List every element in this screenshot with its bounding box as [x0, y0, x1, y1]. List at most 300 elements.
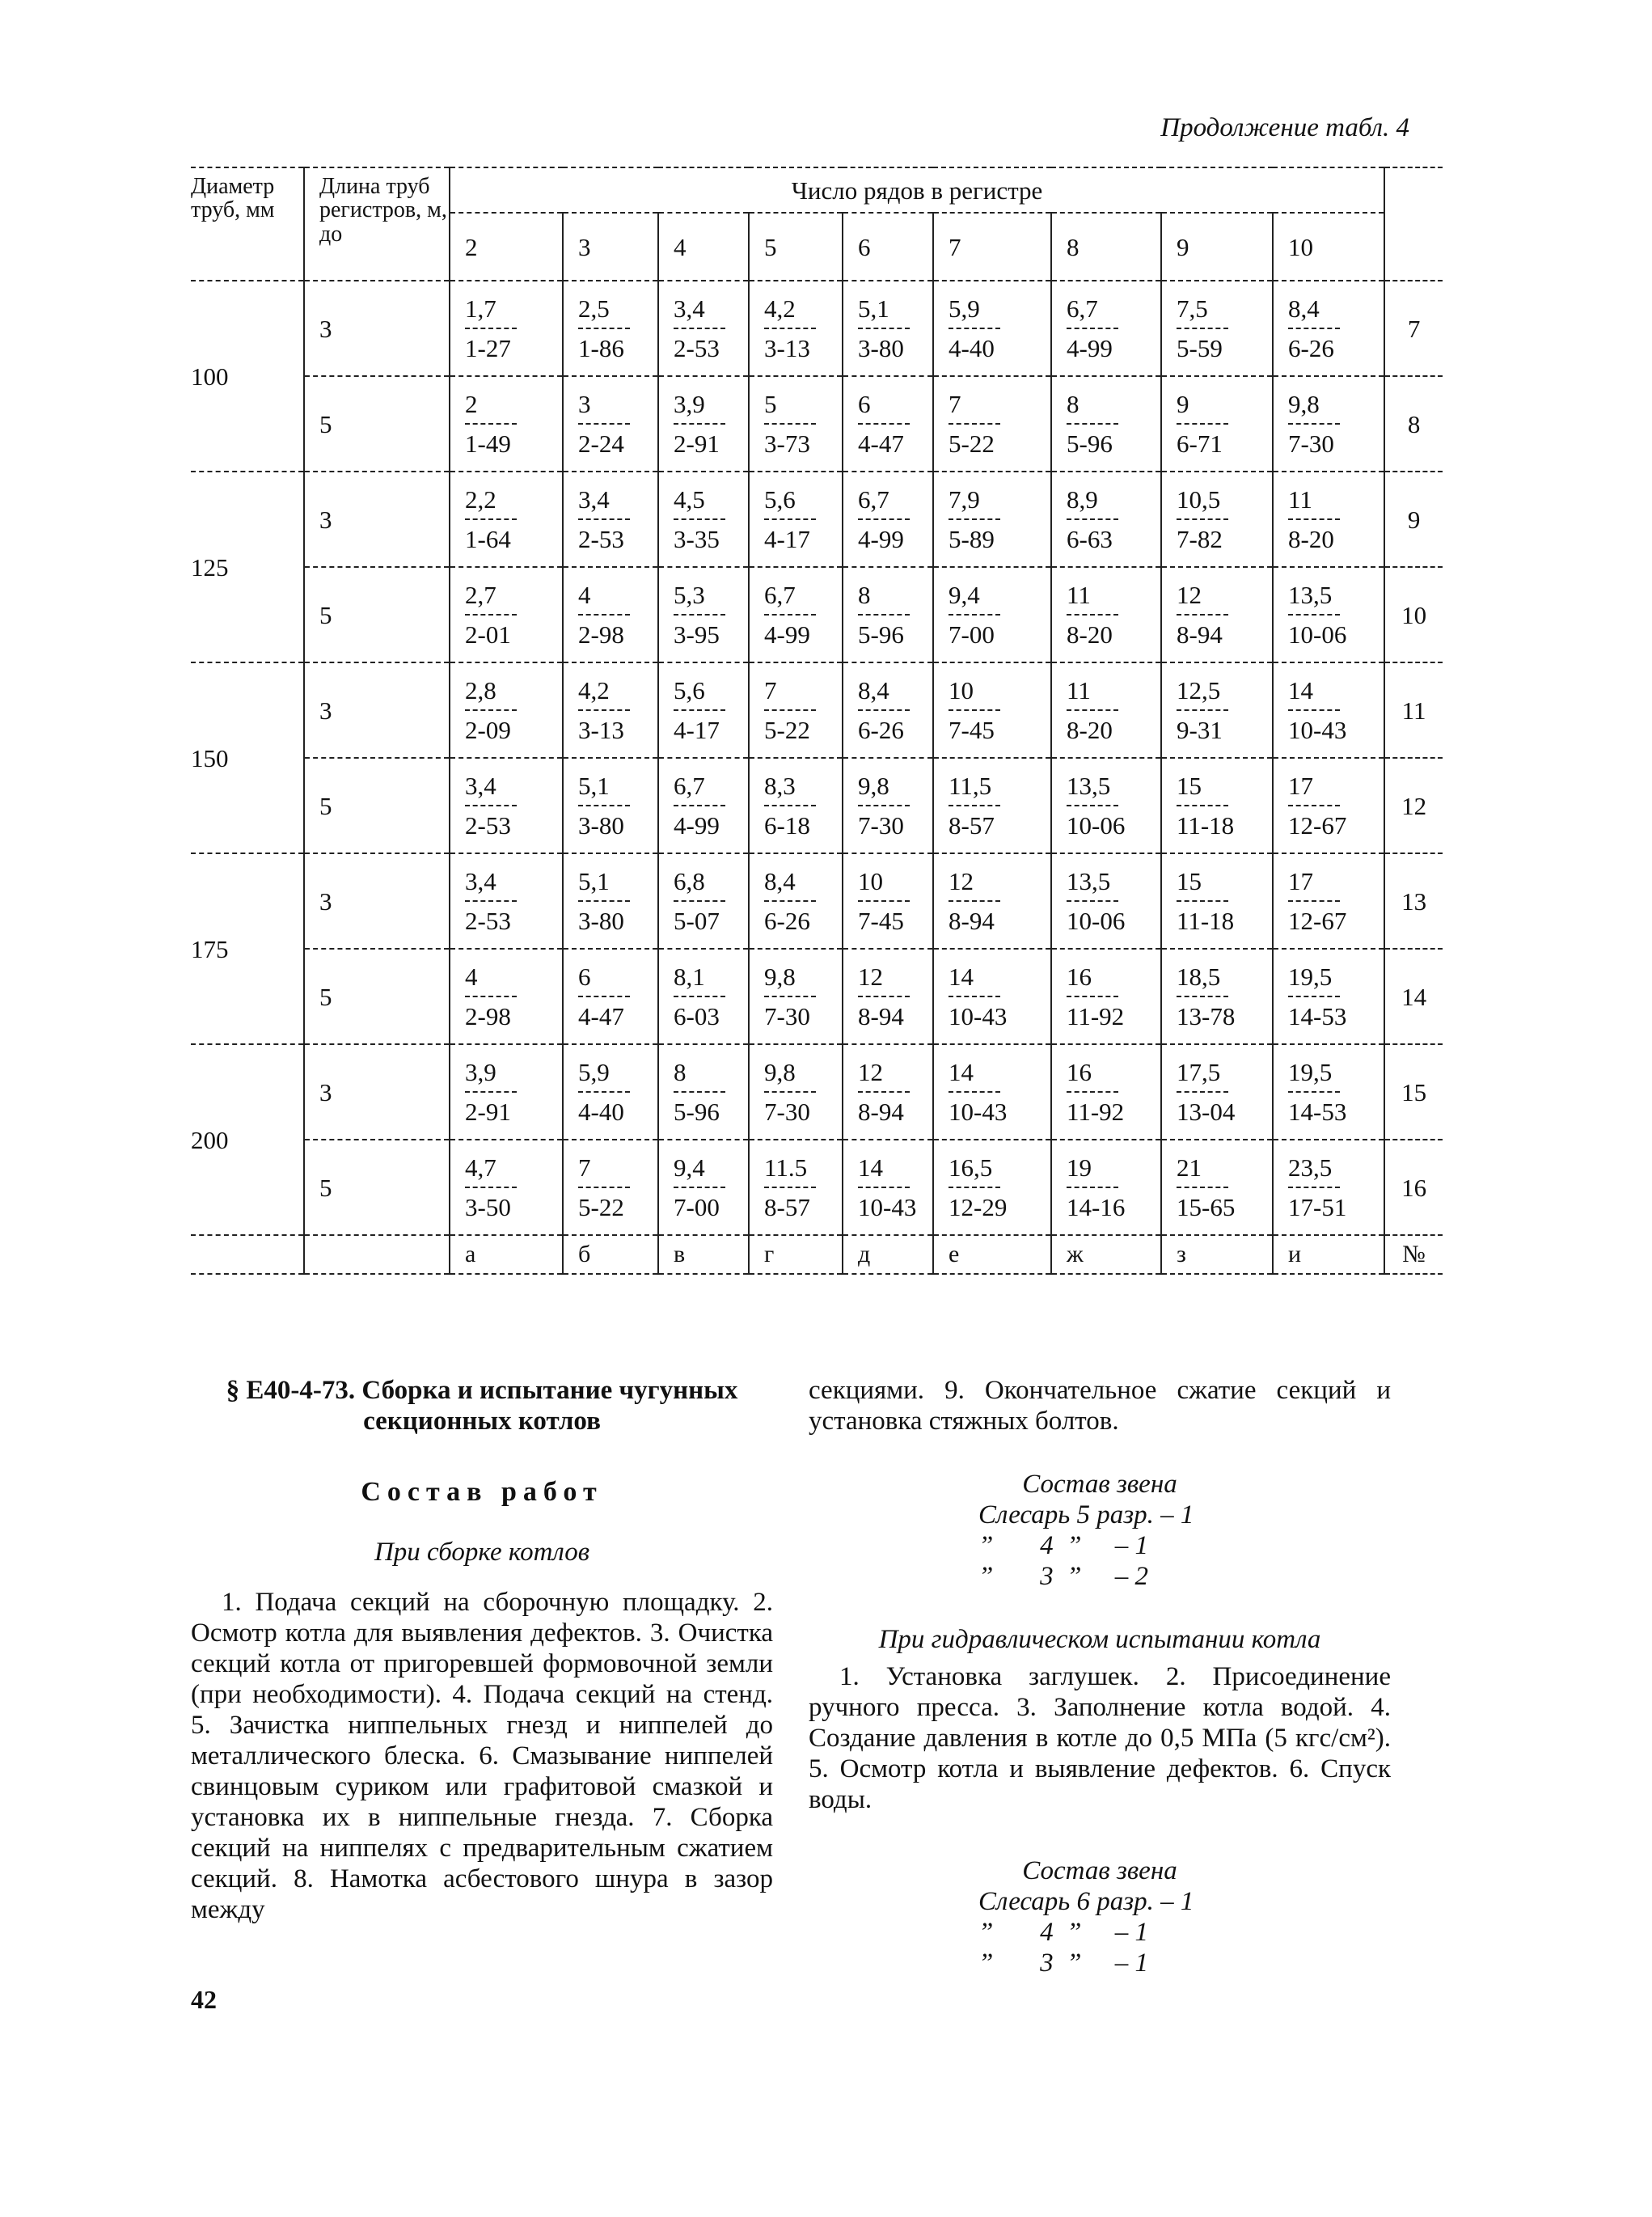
- time-rate-fraction: [1067, 773, 1125, 838]
- time-rate-fraction: [674, 869, 725, 933]
- price-rate: 5-22: [578, 1193, 624, 1221]
- price-rate: 2-53: [465, 811, 511, 840]
- fraction-bar: [1288, 900, 1340, 902]
- header-diameter: Диаметр труб, мм: [191, 167, 304, 281]
- fraction-bar: [674, 614, 725, 616]
- time-norm: 5,1: [578, 867, 610, 895]
- time-norm: 8,4: [1288, 294, 1320, 323]
- row-count-header: 6: [843, 213, 933, 281]
- time-norm: 9: [1177, 390, 1189, 418]
- table-row: [191, 853, 1443, 949]
- time-norm: 11,5: [949, 772, 992, 800]
- rate-cell: [658, 567, 749, 662]
- price-rate: 14-16: [1067, 1193, 1126, 1221]
- crew-line: Слесарь 6 разр. – 1: [978, 1887, 1194, 1916]
- time-norm: 16: [1067, 963, 1092, 991]
- fraction-bar: [578, 1091, 630, 1093]
- rate-cell: [1051, 1044, 1161, 1140]
- price-rate: 5-96: [1067, 429, 1113, 458]
- rate-cell: [749, 472, 843, 567]
- length-cell: 5: [304, 949, 450, 1044]
- time-rate-fraction: [764, 296, 816, 361]
- time-norm: 9,8: [764, 1058, 796, 1086]
- time-rate-fraction: [465, 964, 517, 1029]
- price-rate: 2-09: [465, 716, 511, 744]
- price-rate: 3-13: [764, 334, 810, 362]
- rate-cell: [933, 1044, 1051, 1140]
- time-norm: 13,5: [1067, 867, 1111, 895]
- time-norm: 13,5: [1067, 772, 1111, 800]
- fraction-bar: [674, 1091, 725, 1093]
- fraction-bar: [1067, 1091, 1118, 1093]
- rate-cell: [749, 1140, 843, 1235]
- time-norm: 15: [1177, 772, 1202, 800]
- time-norm: 3: [578, 390, 591, 418]
- fraction-bar: [764, 614, 816, 616]
- rate-cell: [1273, 376, 1384, 472]
- rate-cell: [749, 949, 843, 1044]
- rate-cell: [563, 949, 658, 1044]
- fraction-bar: [465, 423, 517, 425]
- row-count-header: 9: [1161, 213, 1273, 281]
- fraction-bar: [465, 328, 517, 329]
- header-number-blank: [1384, 167, 1443, 281]
- time-rate-fraction: [1177, 1155, 1235, 1220]
- price-rate: 7-30: [764, 1002, 810, 1030]
- price-rate: 10-43: [858, 1193, 917, 1221]
- price-rate: 10-06: [1067, 907, 1126, 935]
- price-rate: 1-49: [465, 429, 511, 458]
- price-rate: 2-98: [465, 1002, 511, 1030]
- time-norm: 3,9: [674, 390, 705, 418]
- fraction-bar: [1067, 614, 1118, 616]
- time-rate-fraction: [1067, 964, 1124, 1029]
- time-norm: 18,5: [1177, 963, 1221, 991]
- time-rate-fraction: [465, 1155, 517, 1220]
- price-rate: 2-98: [578, 620, 624, 649]
- time-norm: 5,1: [858, 294, 889, 323]
- rate-cell: [1051, 758, 1161, 853]
- time-rate-fraction: [1067, 582, 1118, 647]
- time-norm: 8,4: [764, 867, 796, 895]
- time-norm: 4,2: [578, 676, 610, 704]
- time-norm: 6: [858, 390, 871, 418]
- time-rate-fraction: [1177, 391, 1228, 456]
- time-rate-fraction: [949, 964, 1007, 1029]
- crew-composition-assembly: [809, 1469, 1391, 1592]
- time-rate-fraction: [578, 1155, 630, 1220]
- time-norm: 8,3: [764, 772, 796, 800]
- time-rate-fraction: [674, 964, 725, 1029]
- price-rate: 3-80: [578, 811, 624, 840]
- table-row: [191, 758, 1443, 853]
- time-rate-fraction: [858, 869, 910, 933]
- price-rate: 10-43: [949, 1098, 1008, 1126]
- fraction-bar: [1288, 996, 1340, 997]
- page-number: 42: [191, 1985, 217, 2014]
- time-norm: 12,5: [1177, 676, 1221, 704]
- rate-cell: [563, 1140, 658, 1235]
- time-rate-fraction: [764, 1155, 816, 1220]
- column-letter: е: [933, 1235, 1051, 1274]
- time-norm: 3,4: [674, 294, 705, 323]
- fraction-bar: [465, 900, 517, 902]
- time-rate-fraction: [1288, 1060, 1346, 1124]
- price-rate: 13-04: [1177, 1098, 1236, 1126]
- time-rate-fraction: [1288, 964, 1346, 1029]
- time-norm: 5,9: [949, 294, 980, 323]
- rate-cell: [933, 1140, 1051, 1235]
- price-rate: 12-67: [1288, 907, 1347, 935]
- time-norm: 7,9: [949, 485, 980, 514]
- diameter-cell: 200: [191, 1044, 304, 1235]
- fraction-bar: [949, 423, 1000, 425]
- rate-cell: [563, 758, 658, 853]
- time-rate-fraction: [674, 582, 725, 647]
- rate-cell: [749, 853, 843, 949]
- price-rate: 3-95: [674, 620, 720, 649]
- table-row: [191, 1044, 1443, 1140]
- rate-cell: [1161, 662, 1273, 758]
- time-norm: 13,5: [1288, 581, 1333, 609]
- rate-cell: [1161, 472, 1273, 567]
- rate-cell: [1051, 662, 1161, 758]
- price-rate: 4-99: [858, 525, 904, 553]
- time-rate-fraction: [1177, 869, 1234, 933]
- diameter-cell: 150: [191, 662, 304, 853]
- fraction-bar: [858, 996, 910, 997]
- rate-cell: [658, 1140, 749, 1235]
- fraction-bar: [578, 996, 630, 997]
- rate-cell: [1273, 281, 1384, 376]
- fraction-bar: [1288, 805, 1340, 806]
- price-rate: 14-53: [1288, 1098, 1347, 1126]
- rate-cell: [1273, 472, 1384, 567]
- time-norm: 2: [465, 390, 478, 418]
- rate-cell: [749, 281, 843, 376]
- time-norm: 3,4: [465, 867, 496, 895]
- price-rate: 9-31: [1177, 716, 1223, 744]
- row-count-header: 10: [1273, 213, 1384, 281]
- price-rate: 14-53: [1288, 1002, 1347, 1030]
- time-norm: 10,5: [1177, 485, 1221, 514]
- price-rate: 11-92: [1067, 1002, 1125, 1030]
- price-rate: 7-00: [674, 1193, 720, 1221]
- rate-cell: [933, 376, 1051, 472]
- fraction-bar: [764, 328, 816, 329]
- right-column: [809, 1375, 1391, 2011]
- rate-cell: [450, 662, 563, 758]
- price-rate: 12-67: [1288, 811, 1347, 840]
- time-norm: 8,4: [858, 676, 889, 704]
- left-column: [191, 1375, 773, 1925]
- time-rate-fraction: [1067, 1060, 1124, 1124]
- time-norm: 9,8: [858, 772, 889, 800]
- fraction-bar: [1288, 518, 1340, 520]
- rates-table: [191, 167, 1443, 1275]
- time-rate-fraction: [1288, 296, 1340, 361]
- rate-cell: [450, 567, 563, 662]
- time-norm: 9,8: [764, 963, 796, 991]
- fraction-bar: [1067, 709, 1118, 711]
- price-rate: 4-99: [764, 620, 810, 649]
- fraction-bar: [764, 805, 816, 806]
- time-rate-fraction: [858, 1155, 916, 1220]
- time-norm: 4,5: [674, 485, 705, 514]
- time-norm: 3,4: [465, 772, 496, 800]
- time-norm: 5,6: [674, 676, 705, 704]
- fraction-bar: [764, 518, 816, 520]
- time-rate-fraction: [949, 869, 1000, 933]
- rate-cell: [658, 853, 749, 949]
- fraction-bar: [858, 423, 910, 425]
- price-rate: 11-92: [1067, 1098, 1125, 1126]
- row-number-cell: 11: [1384, 662, 1443, 758]
- time-rate-fraction: [949, 391, 1000, 456]
- time-rate-fraction: [674, 391, 725, 456]
- fraction-bar: [674, 900, 725, 902]
- crew-title: Состав звена: [1022, 1856, 1177, 1885]
- row-count-header: 3: [563, 213, 658, 281]
- rate-cell: [749, 662, 843, 758]
- time-rate-fraction: [1177, 296, 1228, 361]
- fraction-bar: [764, 1091, 816, 1093]
- row-count-header: 8: [1051, 213, 1161, 281]
- blank-cell: [191, 1235, 304, 1274]
- price-rate: 8-20: [1288, 525, 1334, 553]
- fraction-bar: [1177, 328, 1228, 329]
- rate-cell: [933, 949, 1051, 1044]
- rate-cell: [450, 1140, 563, 1235]
- header-row-count-group: Число рядов в регистре: [450, 167, 1384, 213]
- time-rate-fraction: [578, 296, 630, 361]
- fraction-bar: [1067, 518, 1118, 520]
- time-rate-fraction: [1288, 773, 1346, 838]
- fraction-bar: [764, 709, 816, 711]
- rate-cell: [1161, 949, 1273, 1044]
- fraction-bar: [858, 328, 910, 329]
- time-rate-fraction: [465, 678, 517, 743]
- time-norm: 23,5: [1288, 1153, 1333, 1182]
- time-rate-fraction: [674, 487, 725, 552]
- time-norm: 6,7: [674, 772, 705, 800]
- time-norm: 19,5: [1288, 1058, 1333, 1086]
- fraction-bar: [949, 805, 1000, 806]
- time-rate-fraction: [764, 487, 816, 552]
- price-rate: 6-03: [674, 1002, 720, 1030]
- time-rate-fraction: [465, 487, 517, 552]
- price-rate: 3-80: [858, 334, 904, 362]
- time-rate-fraction: [1067, 1155, 1125, 1220]
- price-rate: 17-51: [1288, 1193, 1347, 1221]
- time-norm: 4: [578, 581, 591, 609]
- rate-cell: [933, 853, 1051, 949]
- price-rate: 1-86: [578, 334, 624, 362]
- time-norm: 17: [1288, 867, 1313, 895]
- price-rate: 4-40: [949, 334, 995, 362]
- number-header: №: [1384, 1235, 1443, 1274]
- time-norm: 8: [674, 1058, 687, 1086]
- time-rate-fraction: [578, 391, 630, 456]
- time-norm: 14: [1288, 676, 1313, 704]
- fraction-bar: [674, 709, 725, 711]
- rate-cell: [658, 1044, 749, 1140]
- fraction-bar: [674, 805, 725, 806]
- assembly-text: 1. Подача секций на сборочную площадку. 2. Осмотр котла для выявления дефектов. 3. Очистка секций котла от пригоревшей формовочной земли (при необходимости). 4. Подача секций на стенд. 5. Зачистка ниппельных гнезд и ниппелей до металлического блеска. 6. Смазывание ниппелей свинцовым суриком или графитовой смазкой и установка их в ниппельные гнезда. 7. Сборка секций на ниппелях с предварительным сжатием секций. 8. Намотка асбестового шнура в зазор между: [191, 1588, 773, 1924]
- time-rate-fraction: [858, 391, 910, 456]
- table-row: [191, 472, 1443, 567]
- price-rate: 1-64: [465, 525, 511, 553]
- rate-cell: [658, 376, 749, 472]
- rate-cell: [933, 567, 1051, 662]
- price-rate: 11-18: [1177, 811, 1235, 840]
- price-rate: 3-80: [578, 907, 624, 935]
- fraction-bar: [949, 328, 1000, 329]
- time-rate-fraction: [858, 296, 910, 361]
- time-norm: 8,1: [674, 963, 705, 991]
- diameter-cell: 175: [191, 853, 304, 1044]
- fraction-bar: [1288, 1187, 1340, 1188]
- price-rate: 5-96: [858, 620, 904, 649]
- fraction-bar: [1288, 328, 1340, 329]
- time-rate-fraction: [1288, 582, 1346, 647]
- rate-cell: [933, 281, 1051, 376]
- price-rate: 8-20: [1067, 620, 1113, 649]
- rate-cell: [450, 1044, 563, 1140]
- time-rate-fraction: [1177, 487, 1228, 552]
- time-norm: 11.5: [764, 1153, 808, 1182]
- rate-cell: [1161, 281, 1273, 376]
- row-number-cell: 9: [1384, 472, 1443, 567]
- length-cell: 3: [304, 281, 450, 376]
- time-rate-fraction: [1067, 869, 1125, 933]
- time-norm: 12: [858, 963, 883, 991]
- time-rate-fraction: [764, 773, 816, 838]
- fraction-bar: [1288, 1091, 1340, 1093]
- time-rate-fraction: [764, 964, 816, 1029]
- price-rate: 5-22: [949, 429, 995, 458]
- length-cell: 3: [304, 853, 450, 949]
- time-norm: 7: [949, 390, 961, 418]
- time-rate-fraction: [949, 1060, 1007, 1124]
- rate-cell: [563, 281, 658, 376]
- time-rate-fraction: [578, 964, 630, 1029]
- price-rate: 5-07: [674, 907, 720, 935]
- row-count-header: 5: [749, 213, 843, 281]
- time-rate-fraction: [1288, 1155, 1346, 1220]
- fraction-bar: [1177, 900, 1228, 902]
- rate-cell: [563, 567, 658, 662]
- time-rate-fraction: [949, 296, 1000, 361]
- fraction-bar: [858, 1091, 910, 1093]
- price-rate: 8-57: [764, 1193, 810, 1221]
- rate-cell: [658, 949, 749, 1044]
- rate-cell: [450, 949, 563, 1044]
- fraction-bar: [674, 518, 725, 520]
- time-rate-fraction: [764, 391, 816, 456]
- time-rate-fraction: [949, 773, 1000, 838]
- rate-cell: [843, 853, 933, 949]
- time-norm: 19,5: [1288, 963, 1333, 991]
- row-count-header: 7: [933, 213, 1051, 281]
- rate-cell: [749, 567, 843, 662]
- rate-cell: [658, 662, 749, 758]
- price-rate: 4-17: [764, 525, 810, 553]
- time-norm: 8,9: [1067, 485, 1098, 514]
- rate-cell: [1273, 567, 1384, 662]
- crew-line: Слесарь 5 разр. – 1: [978, 1500, 1194, 1529]
- time-norm: 14: [949, 963, 974, 991]
- diameter-cell: 100: [191, 281, 304, 472]
- time-rate-fraction: [578, 773, 630, 838]
- time-rate-fraction: [465, 773, 517, 838]
- time-norm: 9,8: [1288, 390, 1320, 418]
- rate-cell: [843, 949, 933, 1044]
- rate-cell: [843, 376, 933, 472]
- fraction-bar: [1177, 996, 1228, 997]
- time-norm: 6,7: [764, 581, 796, 609]
- price-rate: 4-47: [858, 429, 904, 458]
- time-norm: 6,7: [1067, 294, 1098, 323]
- price-rate: 5-89: [949, 525, 995, 553]
- time-rate-fraction: [674, 678, 725, 743]
- price-rate: 6-71: [1177, 429, 1223, 458]
- rate-cell: [450, 376, 563, 472]
- rate-cell: [1161, 376, 1273, 472]
- fraction-bar: [949, 614, 1000, 616]
- time-rate-fraction: [1177, 582, 1228, 647]
- time-rate-fraction: [674, 773, 725, 838]
- time-norm: 5,6: [764, 485, 796, 514]
- fraction-bar: [1067, 996, 1118, 997]
- time-rate-fraction: [465, 296, 517, 361]
- time-rate-fraction: [578, 582, 630, 647]
- row-number-cell: 12: [1384, 758, 1443, 853]
- time-norm: 7: [578, 1153, 591, 1182]
- time-rate-fraction: [578, 487, 630, 552]
- crew-line: ” 4 ” – 1: [978, 1918, 1148, 1947]
- rate-cell: [1273, 1140, 1384, 1235]
- price-rate: 3-13: [578, 716, 624, 744]
- price-rate: 4-40: [578, 1098, 624, 1126]
- fraction-bar: [1067, 900, 1118, 902]
- time-norm: 5: [764, 390, 777, 418]
- column-letter: и: [1273, 1235, 1384, 1274]
- section-title: § Е40-4-73. Сборка и испытание чугунных секционных котлов: [226, 1376, 738, 1436]
- rate-cell: [563, 472, 658, 567]
- price-rate: 7-30: [1288, 429, 1334, 458]
- fraction-bar: [1177, 614, 1228, 616]
- time-norm: 8: [858, 581, 871, 609]
- fraction-bar: [578, 423, 630, 425]
- rate-cell: [1161, 567, 1273, 662]
- time-rate-fraction: [674, 1060, 725, 1124]
- time-norm: 12: [1177, 581, 1202, 609]
- time-rate-fraction: [674, 296, 725, 361]
- length-cell: 5: [304, 376, 450, 472]
- time-rate-fraction: [858, 678, 910, 743]
- price-rate: 8-94: [949, 907, 995, 935]
- rate-cell: [843, 472, 933, 567]
- price-rate: 12-29: [949, 1193, 1008, 1221]
- rate-cell: [563, 376, 658, 472]
- price-rate: 6-63: [1067, 525, 1113, 553]
- time-norm: 19: [1067, 1153, 1092, 1182]
- price-rate: 1-27: [465, 334, 511, 362]
- length-cell: 5: [304, 758, 450, 853]
- time-rate-fraction: [578, 1060, 630, 1124]
- rate-cell: [1273, 758, 1384, 853]
